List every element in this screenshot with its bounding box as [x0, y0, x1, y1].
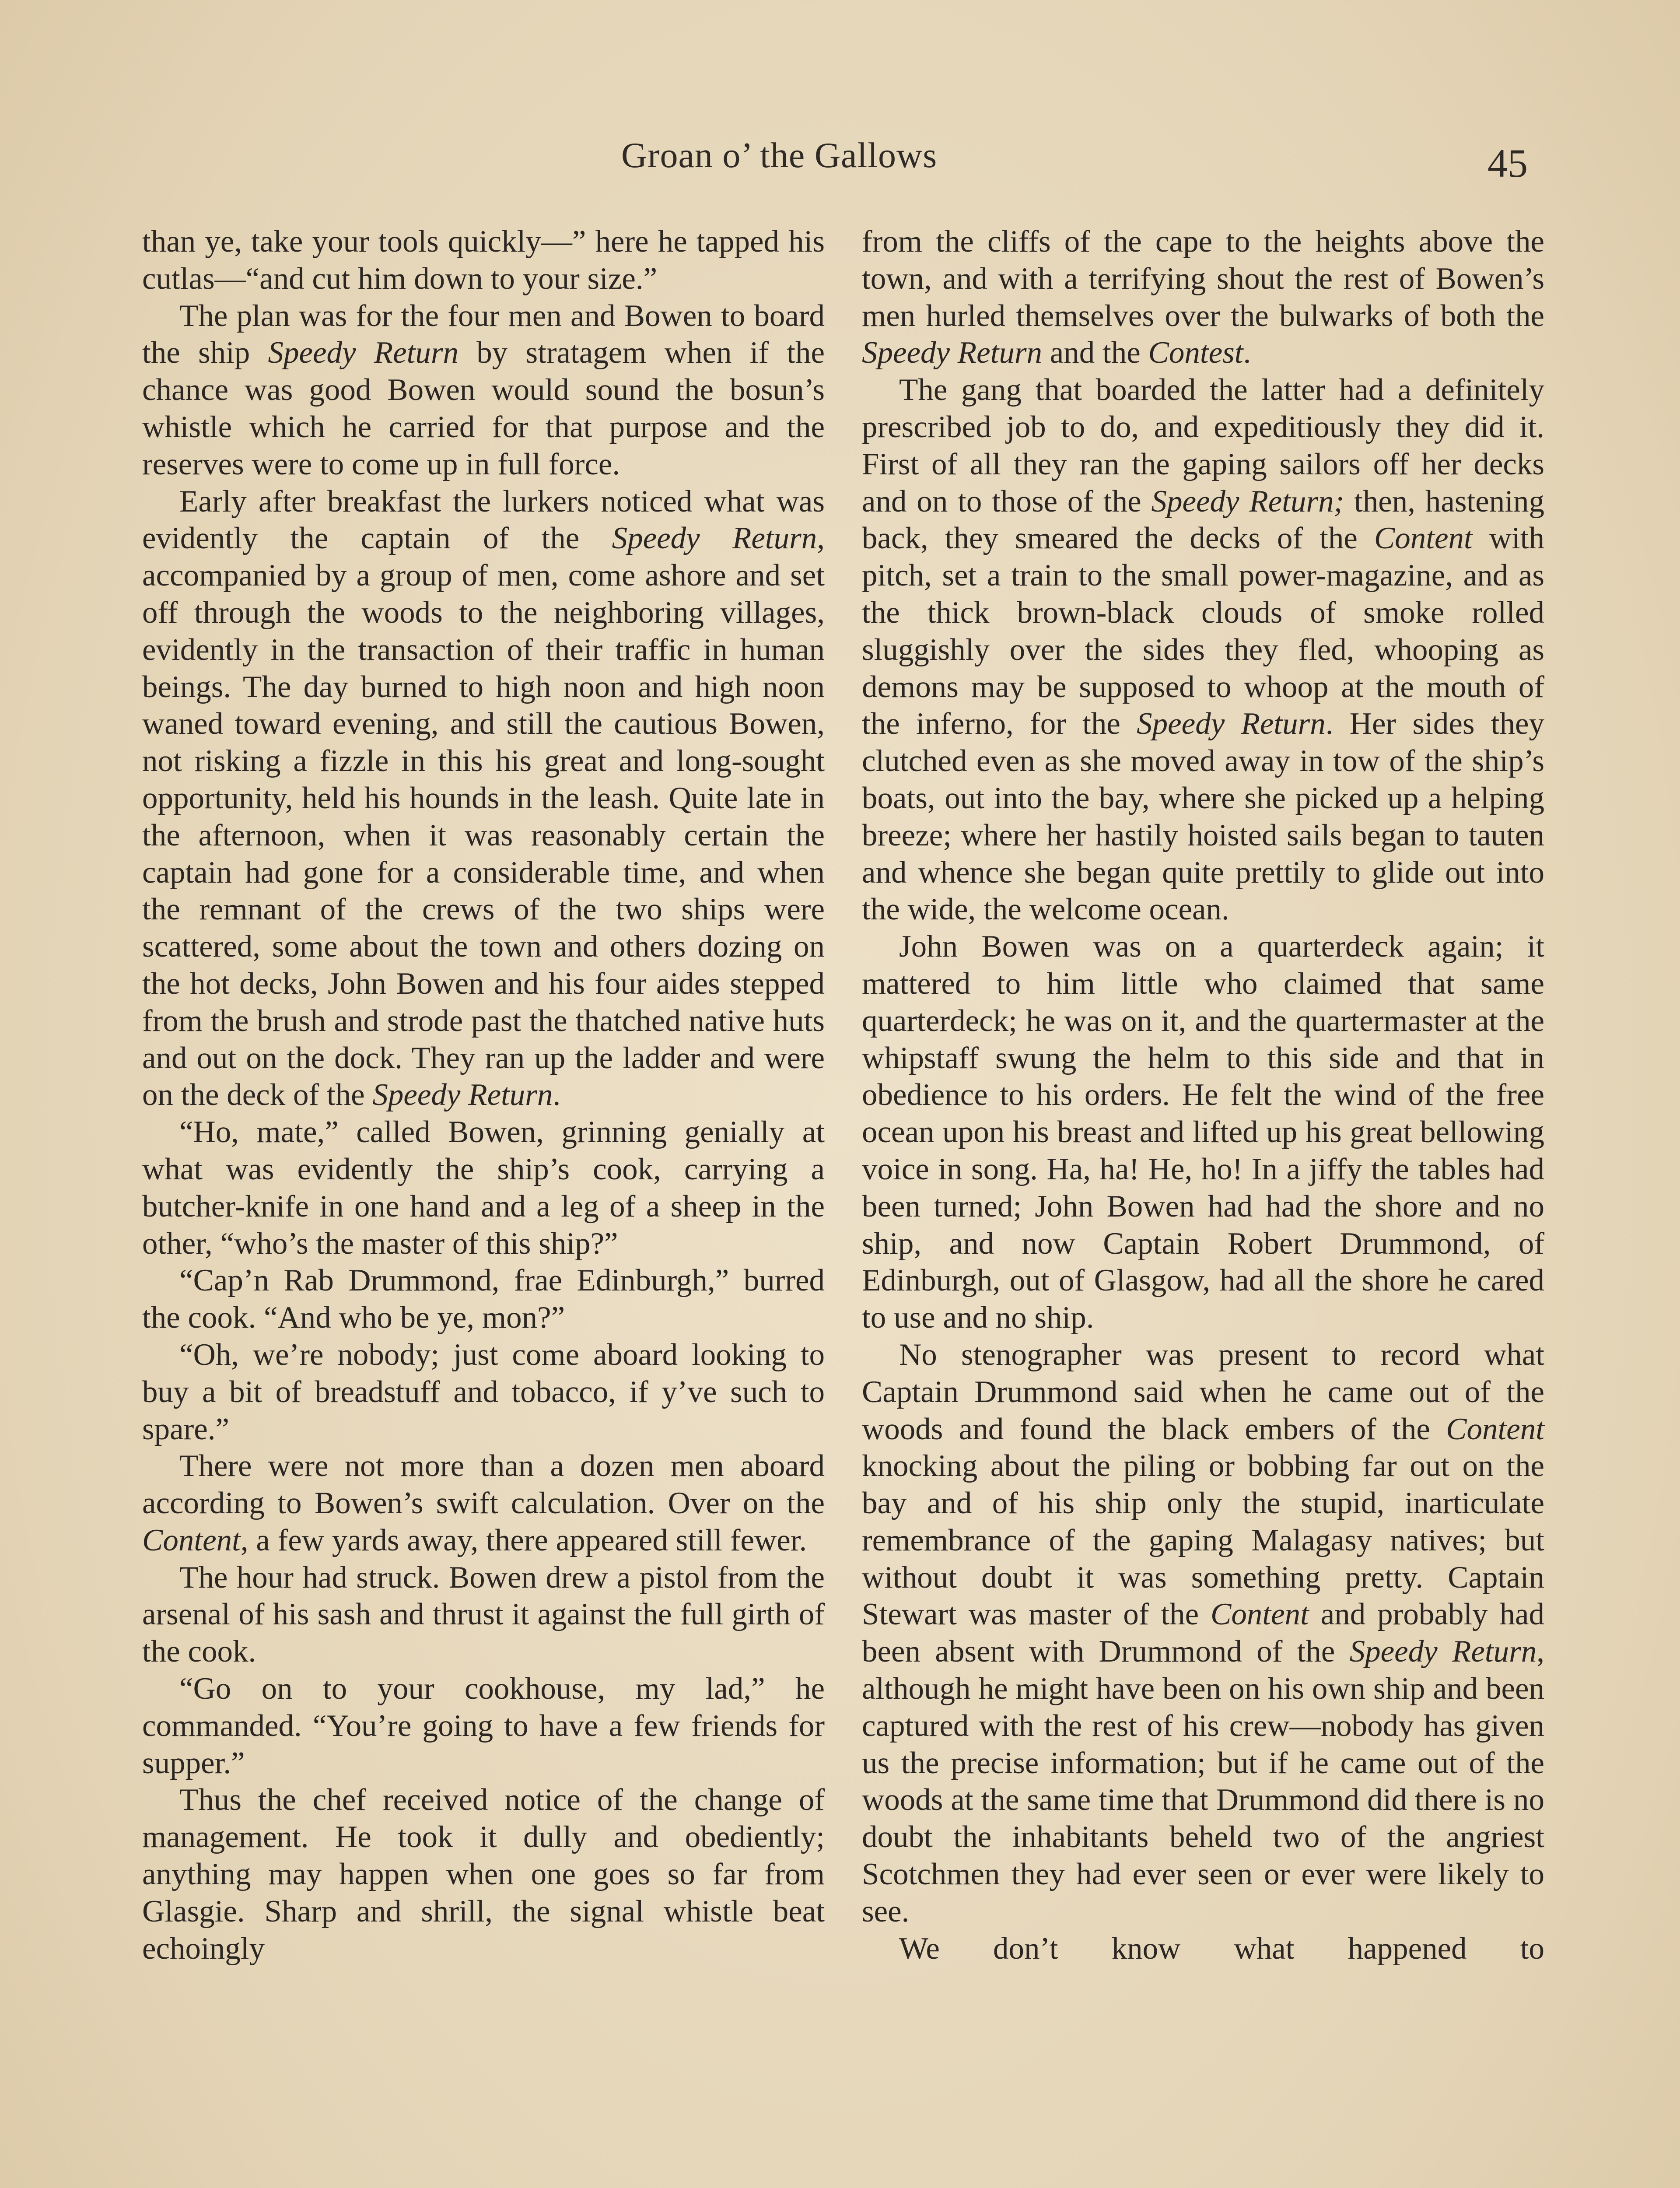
running-head	[0, 127, 1680, 193]
paragraph: Early after breakfast the lurkers noticed what was evidently the captain of the Speedy Return, accompanied by a group of men, come ashore and set off through the woods to the neighboring villages, evidently in the transaction of their traffic in human beings. The day burned to high noon and high noon waned toward evening, and still the cautious Bowen, not risking a fizzle in this his great and long-sought opportunity, held his hounds in the leash. Quite late in the afternoon, when it was reasonably certain the captain had gone for a considerable time, and when the remnant of the crews of the two ships were scattered, some about the town and others dozing on the hot decks, John Bowen and his four aides stepped from the brush and strode past the thatched native huts and out on the dock. They ran up the ladder and were on the deck of the Speedy Return.	[142, 484, 825, 1112]
paragraph: “Ho, mate,” called Bowen, grinning genially at what was evidently the ship’s cook, carrying a butcher-knife in one hand and a leg of a sheep in the other, “who’s the master of this ship?”	[142, 1115, 825, 1261]
paragraph: than ye, take your tools quickly—” here he tapped his cutlas—“and cut him down to your size.”	[142, 224, 825, 296]
paragraph: “Oh, we’re nobody; just come aboard looking to buy a bit of breadstuff and tobacco, if y’ve such to spare.”	[142, 1337, 825, 1446]
italic-title: Speedy Return	[862, 336, 1043, 370]
italic-title: Content	[1446, 1412, 1544, 1446]
italic-title: Speedy Return	[1349, 1634, 1537, 1669]
italic-title: Speedy Return	[372, 1078, 553, 1112]
italic-title: Speedy Return	[268, 336, 459, 370]
italic-title: Speedy Return	[1137, 707, 1326, 741]
paragraph: The gang that boarded the latter had a definitely prescribed job to do, and expeditiously they did it. First of all they ran the gaping sailors off her decks and on to those of the Speedy Return; then, hastening back, they smeared the decks of the Content with pitch, set a train to the small power-magazine, and as the thick brown-black clouds of smoke rolled sluggishly over the sides they fled, whooping as demons may be supposed to whoop at the mouth of the inferno, for the Speedy Return. Her sides they clutched even as she moved away in tow of the ship’s boats, out into the bay, where she picked up a helping breeze; where her hastily hoisted sails began to tauten and whence she began quite prettily to glide out into the wide, the welcome ocean.	[862, 373, 1544, 927]
paragraph: The hour had struck. Bowen drew a pistol from the arsenal of his sash and thrust it against the full girth of the cook.	[142, 1560, 825, 1669]
paragraph: from the cliffs of the cape to the heights above the town, and with a terrifying shout the rest of Bowen’s men hurled themselves over the bulwarks of both the Speedy Return and the Contest.	[862, 224, 1544, 370]
page-number: 45	[1488, 141, 1528, 186]
italic-title: Speedy Return;	[1151, 484, 1344, 519]
italic-title: Content	[1374, 521, 1473, 556]
italic-title: Speedy Return	[612, 521, 817, 556]
paragraph: Thus the chef received notice of the change of management. He took it dully and obediently; anything may happen when one goes so far from Glasgie. Sharp and shrill, the signal whistle beat echoingly	[142, 1783, 825, 1966]
paragraph: “Go on to your cookhouse, my lad,” he commanded. “You’re going to have a few friends for supper.”	[142, 1672, 825, 1780]
italic-title: Contest	[1148, 336, 1243, 370]
paragraph: John Bowen was on a quarterdeck again; it mattered to him little who claimed that same quarterdeck; he was on it, and the quartermaster at the whipstaff swung the helm to this side and that in obedience to his orders. He felt the wind of the free ocean upon his breast and lifted up his great bellowing voice in song. Ha, ha! He, ho! In a jiffy the tables had been turned; John Bowen had had the shore and no ship, and now Captain Robert Drummond, of Edinburgh, out of Glasgow, had all the shore he cared to use and no ship.	[862, 929, 1544, 1335]
italic-title: Content	[142, 1523, 241, 1557]
paragraph: The plan was for the four men and Bowen to board the ship Speedy Return by stratagem when if the chance was good Bowen would sound the bosun’s whistle which he carried for that purpose and the reserves were to come up in full force.	[142, 298, 825, 481]
text-column-left	[142, 223, 825, 1967]
paragraph: We don’t know what happened to	[899, 1931, 1544, 1966]
paragraph: No stenographer was present to record what Captain Drummond said when he came out of the woods and found the black embers of the Content knocking about the piling or bobbing far out on the bay and of his ship only the stupid, inarticulate remembrance of the gaping Malagasy natives; but without doubt it was something pretty. Captain Stewart was master of the Content and probably had been absent with Drummond of the Speedy Return, although he might have been on his own ship and been captured with the rest of his crew—nobody has given us the precise information; but if he came out of the woods at the same time that Drummond did there is no doubt the inhabitants beheld two of the angriest Scotchmen they had ever seen or ever were likely to see.	[862, 1337, 1544, 1929]
paragraph: “Cap’n Rab Drummond, frae Edinburgh,” burred the cook. “And who be ye, mon?”	[142, 1263, 825, 1335]
italic-title: Content	[1211, 1597, 1309, 1632]
text-column-right	[862, 223, 1544, 1967]
running-title: Groan o’ the Gallows	[621, 135, 938, 175]
paragraph: There were not more than a dozen men aboard according to Bowen’s swift calculation. Over on the Content, a few yards away, there appeared still fewer.	[142, 1449, 825, 1557]
